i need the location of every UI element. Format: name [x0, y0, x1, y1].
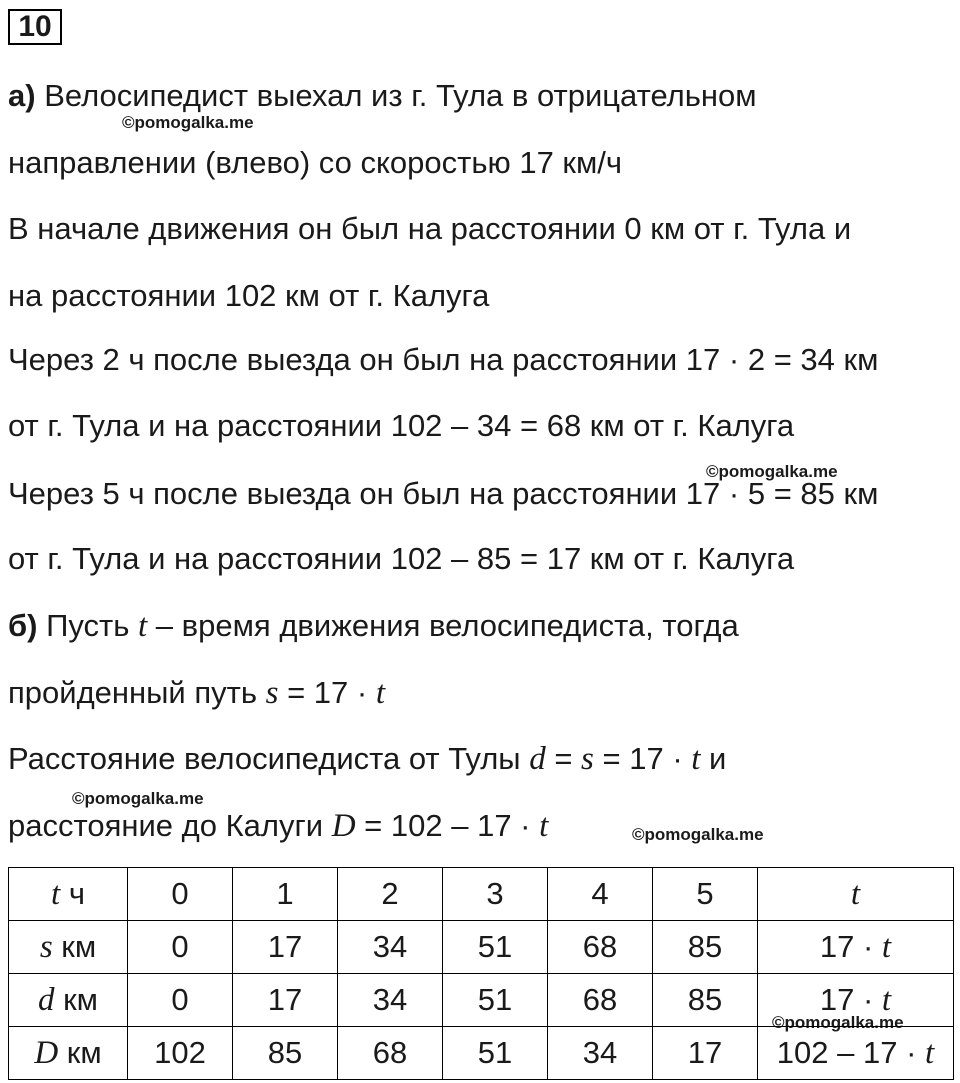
var-t: t	[539, 808, 549, 844]
table-cell-formula	[758, 974, 954, 1027]
row-header	[9, 1027, 128, 1080]
watermark: ©pomogalka.me	[632, 825, 764, 844]
table-cell: 0	[128, 921, 233, 974]
part-b-text: и	[700, 741, 727, 776]
part-b-text: – время движения велосипедиста, тогда	[147, 608, 739, 643]
formula-text: 17 ·	[819, 928, 882, 964]
table-cell: 68	[548, 921, 653, 974]
part-a-line-3: В начале движения он был на расстоянии 0 км от г. Тула и	[8, 211, 852, 246]
formula-var: t	[881, 928, 892, 965]
table-cell: 34	[548, 1027, 653, 1080]
table-cell: 3	[443, 868, 548, 921]
table-cell: 51	[443, 921, 548, 974]
task-number: 10	[8, 9, 62, 45]
row-unit: ч	[60, 875, 85, 911]
part-b-line-3	[8, 739, 726, 779]
var-D: D	[331, 808, 356, 844]
table-row-d	[9, 974, 954, 1027]
part-b-text: = 17 ·	[278, 675, 376, 710]
table-cell: 34	[338, 921, 443, 974]
table-cell: 68	[548, 974, 653, 1027]
formula-var: t	[881, 981, 892, 1018]
row-unit: км	[54, 981, 98, 1017]
var-t: t	[138, 608, 148, 644]
table-cell: 17	[233, 974, 338, 1027]
part-a-line-5: Через 2 ч после выезда он был на расстоянии 17 · 2 = 34 км	[8, 342, 879, 377]
row-header	[9, 921, 128, 974]
table-cell-formula	[758, 921, 954, 974]
watermark: ©pomogalka.me	[706, 462, 838, 481]
part-a-line-8: от г. Тула и на расстоянии 102 – 85 = 17 км от г. Калуга	[8, 541, 795, 576]
table-cell: 1	[233, 868, 338, 921]
table-cell: 34	[338, 974, 443, 1027]
part-b-line-4	[8, 806, 548, 846]
part-a-line-2: направлении (влево) со скоростью 17 км/ч	[8, 145, 623, 180]
table-cell: 0	[128, 868, 233, 921]
table-cell: 85	[653, 921, 758, 974]
part-a-marker: а)	[8, 78, 36, 113]
table-cell: 2	[338, 868, 443, 921]
formula-var: t	[850, 875, 861, 912]
part-a-line-4: на расстоянии 102 км от г. Калуга	[8, 278, 490, 313]
table-cell: 0	[128, 974, 233, 1027]
part-b-text: Расстояние велосипедиста от Тулы	[8, 741, 530, 776]
row-unit: км	[52, 928, 97, 964]
part-b-text: = 17 ·	[593, 741, 692, 776]
part-b-text: пройденный путь	[8, 675, 266, 710]
values-table	[8, 867, 954, 1080]
var-s: s	[581, 741, 594, 777]
watermark: ©pomogalka.me	[772, 1013, 904, 1032]
part-a-line-6: от г. Тула и на расстоянии 102 – 34 = 68 км от г. Калуга	[8, 408, 795, 443]
var-t: t	[691, 741, 701, 777]
formula-text: 102 – 17 ·	[776, 1034, 926, 1070]
part-b-text: = 102 – 17 ·	[355, 808, 540, 843]
var-t: t	[375, 675, 385, 711]
part-a-text-1: Велосипедист выехал из г. Тула в отрицательном	[44, 78, 757, 113]
row-header	[9, 974, 128, 1027]
formula-text: 17 ·	[819, 981, 882, 1017]
part-b-marker: б)	[8, 608, 38, 643]
table-row-t	[9, 868, 954, 921]
table-cell: 4	[548, 868, 653, 921]
table-cell: 85	[233, 1027, 338, 1080]
row-header	[9, 868, 128, 921]
row-var: D	[34, 1034, 59, 1071]
part-b-line-1	[8, 606, 739, 646]
row-unit: км	[58, 1034, 102, 1070]
table-cell: 85	[653, 974, 758, 1027]
formula-var: t	[925, 1034, 935, 1071]
table-cell: 17	[233, 921, 338, 974]
table-row-s	[9, 921, 954, 974]
var-d: d	[529, 741, 546, 777]
table-cell: 17	[653, 1027, 758, 1080]
part-a-line-7: Через 5 ч после выезда он был на расстоянии 17 · 5 = 85 км	[8, 476, 879, 511]
table-cell: 5	[653, 868, 758, 921]
part-b-text: =	[545, 741, 582, 776]
part-b-text: расстояние до Калуги	[8, 808, 332, 843]
table-cell-formula	[758, 868, 954, 921]
row-var: t	[51, 875, 61, 912]
table-cell: 68	[338, 1027, 443, 1080]
part-b-text: Пусть	[46, 608, 139, 643]
table-cell-formula	[758, 1027, 954, 1080]
part-b-line-2	[8, 673, 385, 713]
part-a-line-1	[8, 76, 757, 116]
var-s: s	[265, 675, 279, 711]
row-var: s	[39, 928, 53, 965]
watermark: ©pomogalka.me	[122, 113, 254, 132]
table-cell: 102	[128, 1027, 233, 1080]
table-cell: 51	[443, 974, 548, 1027]
row-var: d	[38, 981, 55, 1018]
watermark: ©pomogalka.me	[72, 789, 204, 808]
table-row-D	[9, 1027, 954, 1080]
table-cell: 51	[443, 1027, 548, 1080]
